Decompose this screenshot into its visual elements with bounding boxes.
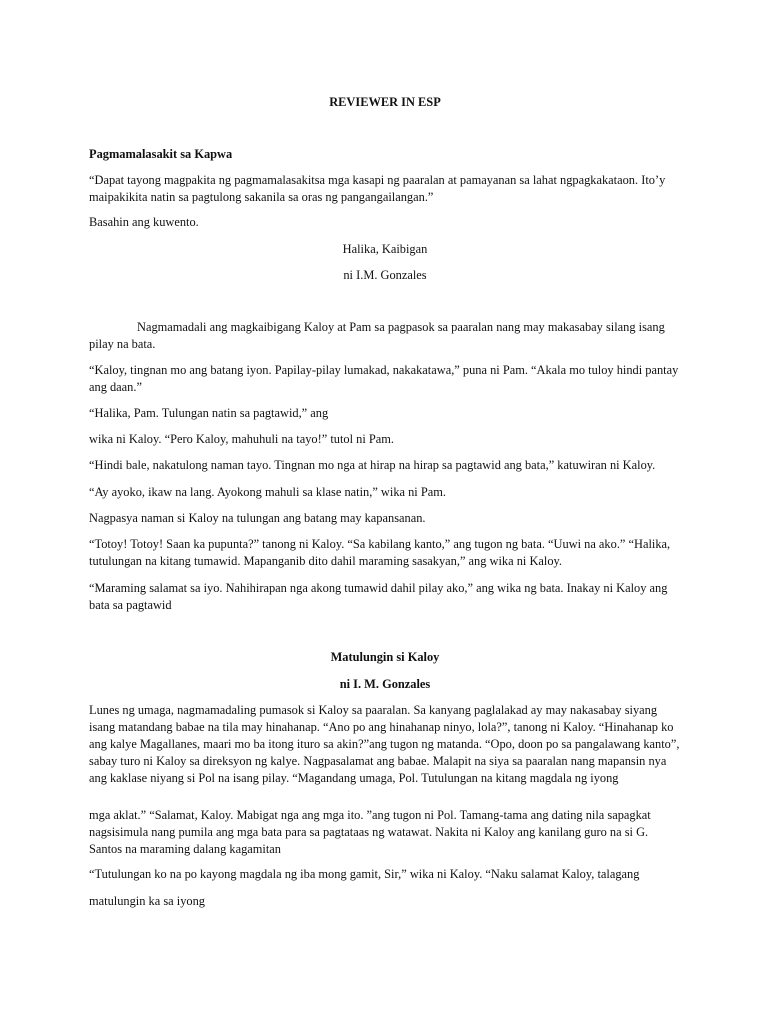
story-paragraph: “Totoy! Totoy! Saan ka pupunta?” tanong ni Kaloy. “Sa kabilang kanto,” ang tugon ng bata. “Uuwi na ako.” “Halika, tutulungan na kitang tumawid. Mapanganib dito dahil maraming sasakyan,” ang wika ni Kaloy.	[89, 537, 671, 568]
story-paragraph: Nagpasya naman si Kaloy na tulungan ang batang may kapansanan.	[89, 511, 426, 525]
story-paragraph: “Ay ayoko, ikaw na lang. Ayokong mahuli sa klase natin,” wika ni Pam.	[89, 485, 446, 499]
story-paragraph: “Kaloy, tingnan mo ang batang iyon. Papilay-pilay lumakad, nakakatawa,” puna ni Pam. “Akala mo tuloy hindi pantay ang daan.”	[89, 363, 679, 394]
story-paragraph: “Maraming salamat sa iyo. Nahihirapan nga akong tumawid dahil pilay ako,” ang wika ng bata. Inakay ni Kaloy ang bata sa pagtawid	[89, 581, 668, 612]
story-paragraph: mga aklat.” “Salamat, Kaloy. Mabigat nga ang mga ito. ”ang tugon ni Pol. Tamang-tama ang dating nila sapagkat nagsisimula nang pumila ang mga bata para sa pagtataas ng watawat. Nakita ni Kaloy ang kanilang guro na si G. Santos na maraming dalang kagamitan	[89, 808, 651, 856]
story-author: ni I.M. Gonzales	[343, 268, 427, 282]
document-title: REVIEWER IN ESP	[329, 95, 441, 109]
intro-quote: “Dapat tayong magpakita ng pagmamalasakitsa mga kasapi ng paaralan at pamayanan sa lahat ngpagkakataon. Ito’y maipakikita natin sa pagtulong sakanila sa oras ng pangangailangan.”	[89, 173, 666, 204]
story-paragraph: “Halika, Pam. Tulungan natin sa pagtawid,” ang	[89, 406, 329, 420]
section-heading: Pagmamalasakit sa Kapwa	[89, 147, 233, 161]
story-paragraph: “Hindi bale, nakatulong naman tayo. Tingnan mo nga at hirap na hirap sa pagtawid ang bata,” katuwiran ni Kaloy.	[89, 458, 656, 472]
story-title: Halika, Kaibigan	[342, 242, 428, 256]
story-author: ni I. M. Gonzales	[339, 677, 431, 691]
story-paragraph: wika ni Kaloy. “Pero Kaloy, mahuhuli na tayo!” tutol ni Pam.	[89, 432, 394, 446]
story-paragraph: “Tutulungan ko na po kayong magdala ng iba mong gamit, Sir,” wika ni Kaloy. “Naku salamat Kaloy, talagang	[89, 867, 640, 881]
reading-instruction: Basahin ang kuwento.	[89, 215, 199, 229]
story-paragraph: Lunes ng umaga, nagmamadaling pumasok si Kaloy sa paaralan. Sa kanyang paglalakad ay may nakasabay siyang isang matandang babae na tila may hinahanap. “Ano po ang hinahanap ninyo, lola?”, tanong ni Kaloy. “Hinahanap ko ang kalye Magallanes, maari mo ba itong ituro sa akin?”ang tugon ng matanda. “Opo, doon po sa pangalawang kanto”, sabay turo ni Kaloy sa direksyon ng kalye. Nagpasalamat ang babae. Malapit na siya sa paaralan nang mapansin nya ang kaklase niyang si Pol na isang pilay. “Magandang umaga, Pol. Tutulungan na kitang magdala ng iyong	[89, 703, 680, 785]
story-paragraph: matulungin ka sa iyong	[89, 894, 205, 908]
story-title: Matulungin si Kaloy	[330, 650, 440, 664]
story-paragraph: Nagmamadali ang magkaibigang Kaloy at Pam sa pagpasok sa paaralan nang may makasabay silang isang pilay na bata.	[89, 320, 665, 351]
